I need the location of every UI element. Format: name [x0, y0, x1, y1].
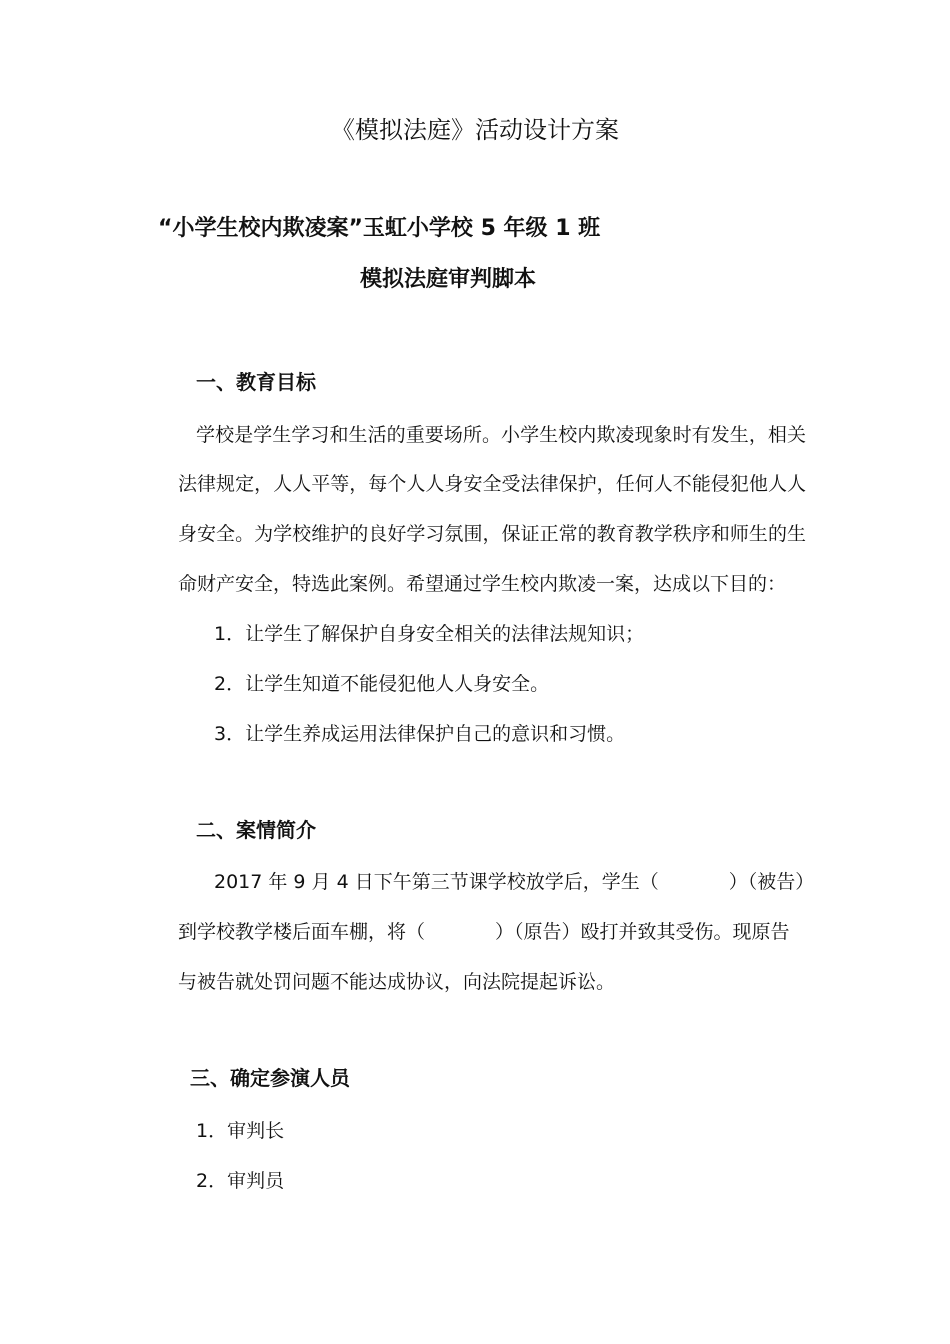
- goal-list-item: 1．让学生了解保护自身安全相关的法律法规知识；: [214, 623, 645, 645]
- case-text: 到学校教学楼后面车棚，将（: [178, 921, 426, 943]
- cast-list-item: 2．审判员: [196, 1170, 285, 1192]
- goal-paragraph-line: 命财产安全，特选此案例。希望通过学生校内欺凌一案，达成以下目的：: [178, 573, 787, 595]
- goal-list-item: 2．让学生知道不能侵犯他人人身安全。: [214, 673, 550, 695]
- case-text: ）（原告）殴打并致其受伤。现原告: [495, 921, 790, 943]
- goal-paragraph-line: 学校是学生学习和生活的重要场所。小学生校内欺凌现象时有发生，相关: [196, 424, 806, 446]
- section-heading-education-goals: 一、教育目标: [196, 370, 316, 394]
- document-title: 《模拟法庭》活动设计方案: [331, 116, 619, 144]
- goal-list-item: 3．让学生养成运用法律保护自己的意识和习惯。: [214, 723, 626, 745]
- section-heading-cast: 三、确定参演人员: [190, 1066, 350, 1090]
- goal-paragraph-line: 法律规定，人人平等，每个人人身安全受法律保护，任何人不能侵犯他人人: [178, 473, 806, 495]
- case-text: 2017 年 9 月 4 日下午第三节课学校放学后，学生（: [214, 871, 659, 893]
- case-paragraph-line: [214, 869, 814, 895]
- case-subtitle: “小学生校内欺凌案”玉虹小学校 5 年级 1 班: [158, 216, 601, 241]
- script-subtitle: 模拟法庭审判脚本: [360, 267, 537, 292]
- case-text: ）（被告）: [728, 871, 815, 893]
- section-heading-case-summary: 二、案情简介: [196, 818, 316, 842]
- goal-paragraph-line: 身安全。为学校维护的良好学习氛围，保证正常的教育教学秩序和师生的生: [178, 523, 806, 545]
- case-paragraph-line: [178, 919, 790, 945]
- case-paragraph-line: 与被告就处罚问题不能达成协议，向法院提起诉讼。: [178, 971, 616, 993]
- cast-list-item: 1．审判长: [196, 1120, 285, 1142]
